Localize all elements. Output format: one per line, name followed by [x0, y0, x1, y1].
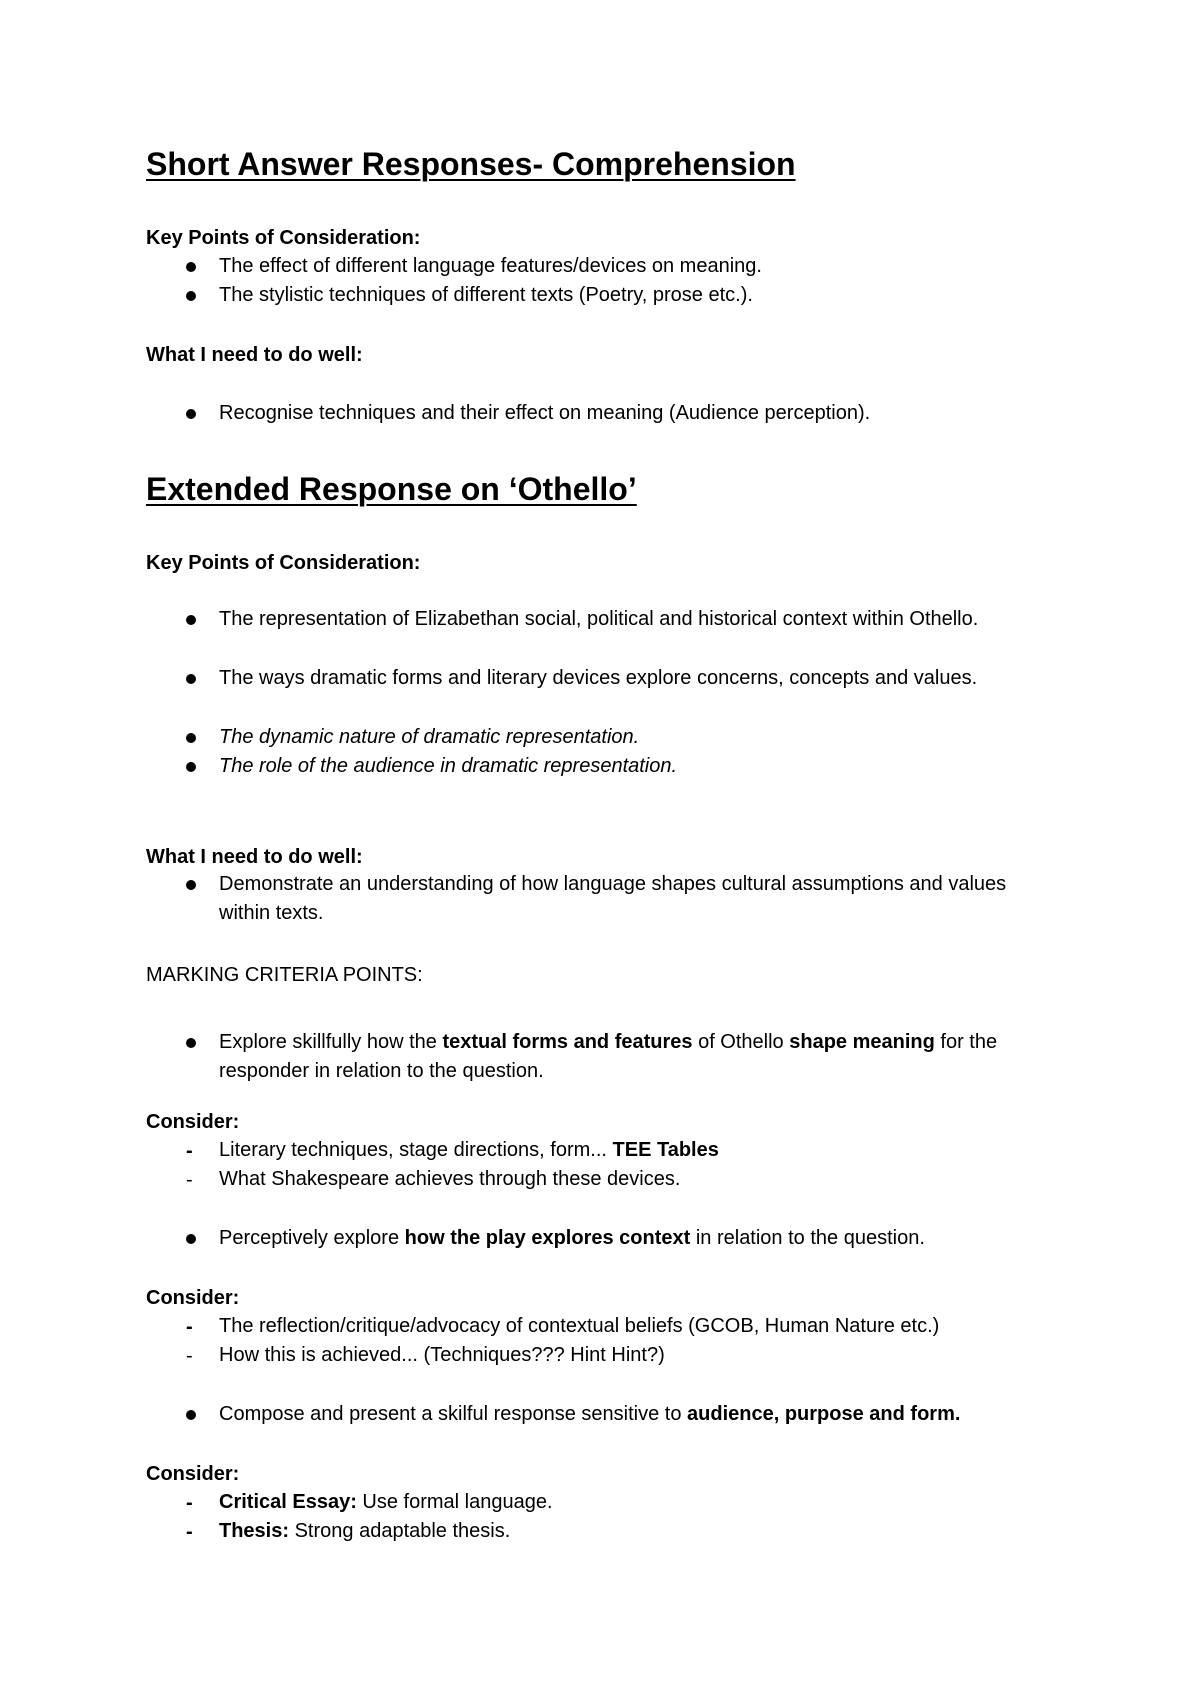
bullet-icon — [186, 409, 196, 419]
dash-icon: - — [186, 1316, 193, 1338]
marking-criteria-label: MARKING CRITERIA POINTS: — [146, 964, 423, 986]
list-item: Thesis: Strong adaptable thesis. — [219, 1520, 511, 1542]
bullet-icon — [186, 1234, 196, 1244]
bullet-icon — [186, 615, 196, 625]
bullet-icon — [186, 762, 196, 772]
dash-icon: - — [186, 1169, 193, 1191]
extended-need-label: What I need to do well: — [146, 846, 363, 868]
list-item: The reflection/critique/advocacy of contextual beliefs (GCOB, Human Nature etc.) — [219, 1315, 940, 1337]
consider-label: Consider: — [146, 1287, 240, 1309]
list-item: How this is achieved... (Techniques??? Hint Hint?) — [219, 1344, 665, 1366]
extended-key-points-label: Key Points of Consideration: — [146, 552, 421, 574]
criterion-item: Compose and present a skilful response sensitive to audience, purpose and form. — [219, 1403, 961, 1425]
bullet-icon — [186, 880, 196, 890]
short-answer-need-label: What I need to do well: — [146, 344, 363, 366]
consider-label: Consider: — [146, 1111, 240, 1133]
list-item: What Shakespeare achieves through these devices. — [219, 1168, 681, 1190]
criterion-item: Explore skillfully how the textual forms and features of Othello shape meaning for the responder in relation to the question. — [219, 1031, 998, 1082]
bullet-icon — [186, 262, 196, 272]
list-item: Critical Essay: Use formal language. — [219, 1491, 553, 1513]
extended-response-heading: Extended Response on ‘Othello’ — [146, 471, 637, 507]
dash-icon: - — [186, 1492, 193, 1514]
list-item: Literary techniques, stage directions, form... TEE Tables — [219, 1139, 719, 1161]
list-item: Recognise techniques and their effect on meaning (Audience perception). — [219, 402, 871, 424]
bullet-icon — [186, 1038, 196, 1048]
short-answer-heading: Short Answer Responses- Comprehension — [146, 146, 796, 182]
dash-icon: - — [186, 1521, 193, 1543]
list-item: Demonstrate an understanding of how language shapes cultural assumptions and values within texts. — [219, 873, 1007, 924]
bullet-icon — [186, 674, 196, 684]
list-item: The representation of Elizabethan social, political and historical context within Othello. — [219, 608, 979, 630]
list-item: The dynamic nature of dramatic representation. — [219, 726, 640, 748]
list-item: The stylistic techniques of different texts (Poetry, prose etc.). — [219, 284, 753, 306]
short-answer-key-points-label: Key Points of Consideration: — [146, 227, 421, 249]
list-item: The effect of different language features/devices on meaning. — [219, 255, 762, 277]
bullet-icon — [186, 1410, 196, 1420]
dash-icon: - — [186, 1345, 193, 1367]
criterion-item: Perceptively explore how the play explores context in relation to the question. — [219, 1227, 925, 1249]
list-item: The role of the audience in dramatic representation. — [219, 755, 678, 777]
dash-icon: - — [186, 1140, 193, 1162]
bullet-icon — [186, 733, 196, 743]
list-item: The ways dramatic forms and literary devices explore concerns, concepts and values. — [219, 667, 978, 689]
bullet-icon — [186, 291, 196, 301]
consider-label: Consider: — [146, 1463, 240, 1485]
